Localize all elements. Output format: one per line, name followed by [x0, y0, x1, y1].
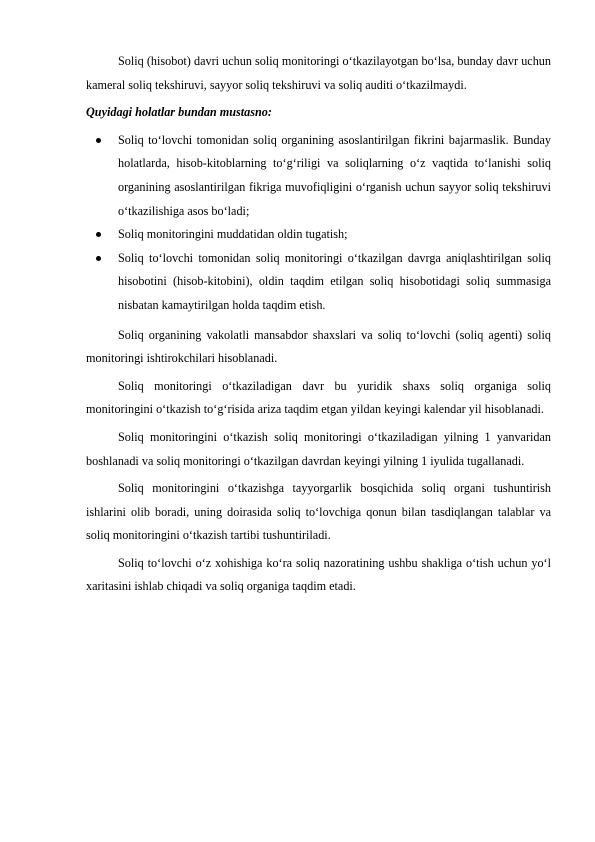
- list-item: [86, 247, 551, 318]
- list-item: [86, 223, 551, 247]
- list-item-text: Soliq to‘lovchi tomonidan soliq organining asoslantirilgan fikrini bajarmaslik. Bunday holatlarda, hisob-kitoblarning to‘g‘riligi va soliqlarning o‘z vaqtida to‘lanishi soliq organining asoslantirilgan fikriga muvofiqligini o‘rganish uchun sayyor soliq tekshiruvi o‘tkazilishiga asos bo‘ladi;: [118, 132, 551, 218]
- list-item: [86, 129, 551, 223]
- intro-paragraph: Soliq (hisobot) davri uchun soliq monitoringi o‘tkazilayotgan bo‘lsa, bunday davr uchun kameral soliq tekshiruvi, sayyor soliq tekshiruvi va soliq auditi o‘tkazilmaydi.: [86, 54, 551, 92]
- list-item-text: Soliq to‘lovchi tomonidan soliq monitoringi o‘tkazilgan davrga aniqlashtirilgan soliq hisobotini (hisob-kitobini), oldin taqdim etilgan soliq hisobotidagi soliq summasiga nisbatan kamaytirilgan holda taqdim etish.: [118, 250, 551, 312]
- bullet-icon: [96, 138, 101, 143]
- exceptions-heading: Quyidagi holatlar bundan mustasno:: [86, 105, 272, 120]
- participants-paragraph: Soliq organining vakolatli mansabdor shaxslari va soliq to‘lovchi (soliq agenti) soliq monitoringi ishtirokchilari hisoblanadi.: [86, 327, 551, 366]
- bullet-icon: [96, 232, 101, 237]
- document-page: [86, 50, 551, 599]
- preparation-paragraph: Soliq monitoringini o‘tkazishga tayyorgarlik bosqichida soliq organi tushuntirish ishlarini olib boradi, uning doirasida soliq to‘lovchiga qonun bilan tasdiqlangan talablar va soliq monitoringini o‘tkazish tartibi tushuntiriladi.: [86, 481, 551, 543]
- period-paragraph: Soliq monitoringi o‘tkaziladigan davr bu yuridik shaxs soliq organiga soliq monitoringini o‘tkazish to‘g‘risida ariza taqdim etgan yildan keyingi kalendar yil hisoblanadi.: [86, 378, 551, 417]
- duration-paragraph: Soliq monitoringini o‘tkazish soliq monitoringi o‘tkaziladigan yilning 1 yanvaridan boshlanadi va soliq monitoringi o‘tkazilgan davrdan keyingi yilning 1 iyulida tugallanadi.: [86, 429, 551, 468]
- list-item-text: Soliq monitoringini muddatidan oldin tugatish;: [118, 227, 348, 242]
- bullet-icon: [96, 256, 101, 261]
- roadmap-paragraph: Soliq to‘lovchi o‘z xohishiga ko‘ra soliq nazoratining ushbu shakliga o‘tish uchun yo‘l xaritasini ishlab chiqadi va soliq organiga taqdim etadi.: [86, 555, 551, 594]
- exceptions-list: [86, 129, 551, 318]
